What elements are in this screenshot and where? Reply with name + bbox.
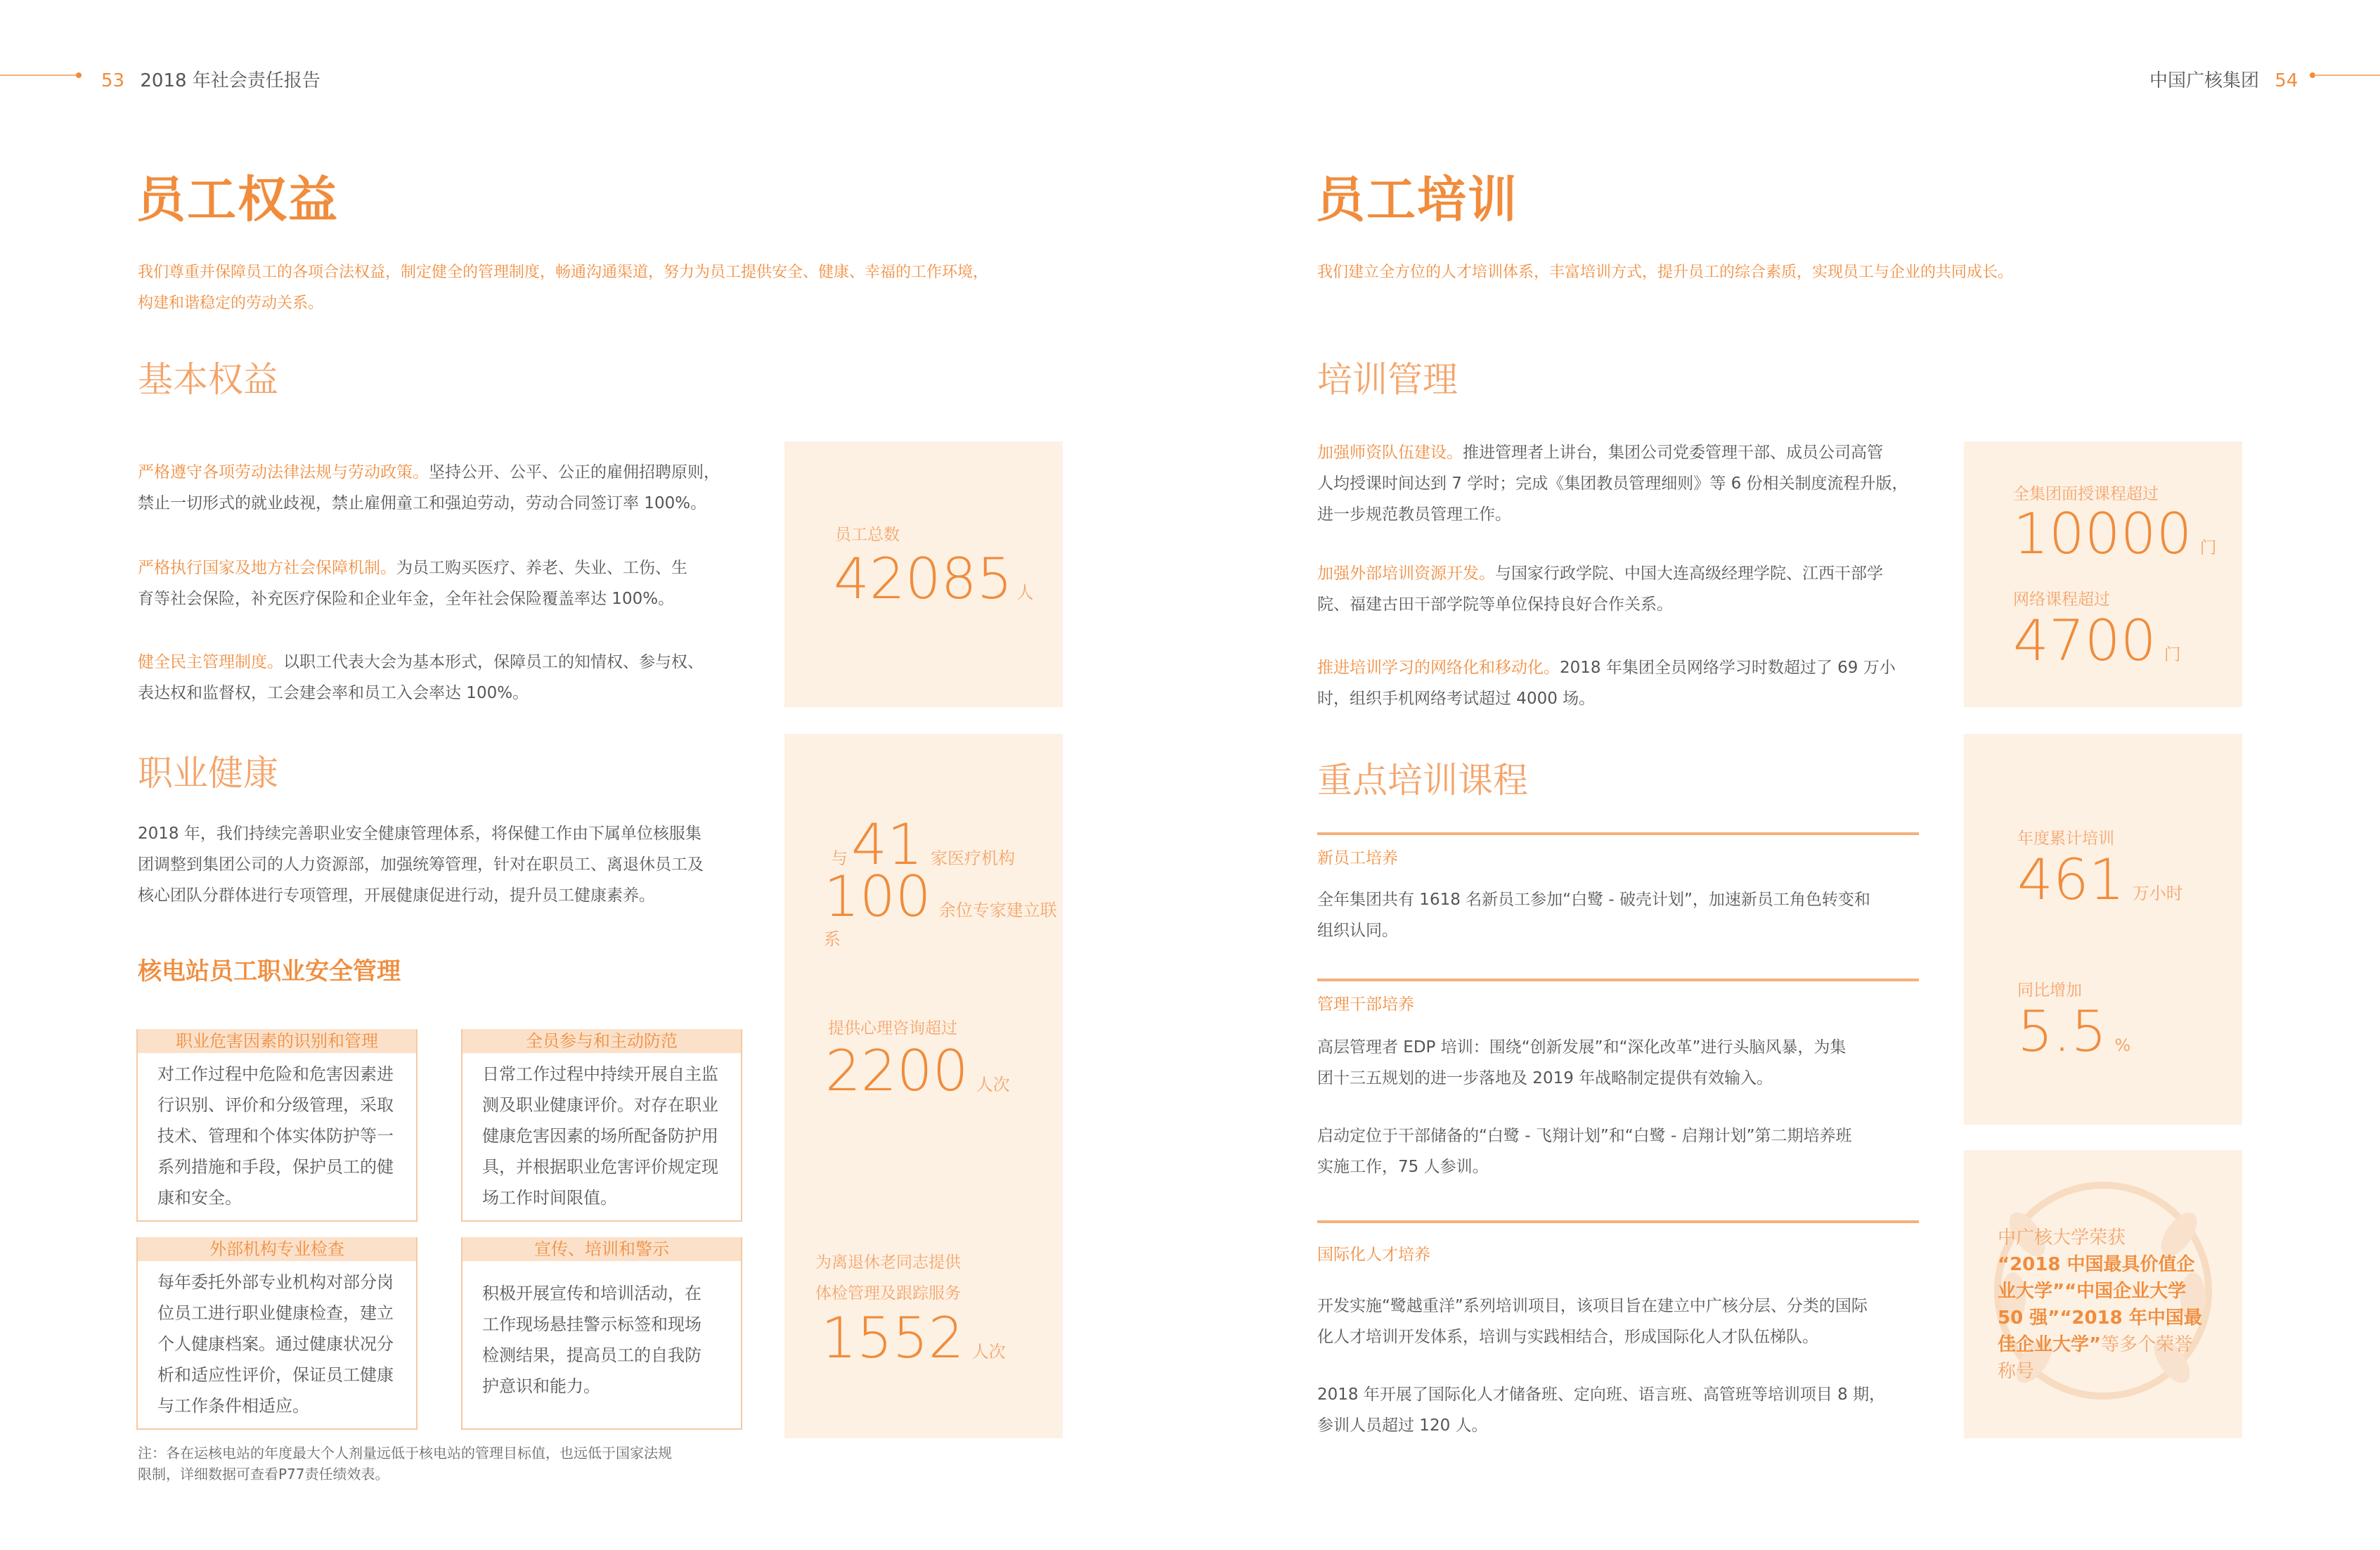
section-key-courses: 重点培训课程 <box>1317 760 1528 801</box>
stat-panel-health <box>784 734 1063 1438</box>
stat-classroom-courses: 10000 门 <box>2013 501 2217 567</box>
award-text: 中广核大学荣获 “2018 中国最具价值企 业大学”“中国企业大学 50 强”“2018 年中国最 佳企业大学”等多个荣誉 称号 <box>1998 1227 2202 1382</box>
footnote: 注：各在运核电站的年度最大个人剂量远低于核电站的管理目标值，也远低于国家法规 限制，详细数据可查看P77责任绩效表。 <box>138 1445 672 1483</box>
intro-left: 我们尊重并保障员工的各项合法权益，制定健全的管理制度，畅通沟通渠道，努力为员工提供安全、健康、幸福的工作环境， 构建和谐稳定的劳动关系。 <box>138 264 989 312</box>
paragraph-online-learning: 推进培训学习的网络化和移动化。2018 年集团全员网络学习时数超过了 69 万小 时，组织手机网络考试超过 4000 场。 <box>1317 659 1896 708</box>
paragraph-social-security: 严格执行国家及地方社会保障机制。为员工购买医疗、养老、失业、工伤、生 育等社会保险，补充医疗保险和企业年金，全年社会保险覆盖率达 100%。 <box>138 559 687 608</box>
stat-training-hours: 461 万小时 <box>2017 847 2183 912</box>
divider-new-employee <box>1317 832 1919 835</box>
stat-label-counseling: 提供心理咨询超过 <box>828 1019 957 1038</box>
stat-medical-institutions: 与 41 家医疗机构 <box>831 812 1015 877</box>
stat-label-retirees: 为离退休老同志提供 体检管理及跟踪服务 <box>815 1253 961 1303</box>
stat-growth: 5.5 % <box>2017 999 2131 1064</box>
page-title-left: 员工权益 <box>136 171 339 228</box>
header-right <box>2149 66 2308 92</box>
paragraph-labor-law: 严格遵守各项劳动法律法规与劳动政策。坚持公开、公平、公正的雇佣招聘原则， 禁止一切形式的就业歧视，禁止雇佣童工和强迫劳动，劳动合同签订率 100%。 <box>138 463 720 512</box>
heading-nuclear-safety: 核电站员工职业安全管理 <box>138 957 401 986</box>
paragraph-managers: 高层管理者 EDP 培训：围绕“创新发展”和“深化改革”进行头脑风暴，为集 团十三五规划的进一步落地及 2019 年战略制定提供有效输入。 启动定位于干部储备的“白鹭 - 飞翔计划”和“白鹭 - 启翔计划”第二期培养班 实施工作，75 人参训。 <box>1317 1038 1852 1176</box>
company-name: 中国广核集团 <box>2149 70 2260 91</box>
paragraph-teachers: 加强师资队伍建设。推进管理者上讲台，集团公司党委管理干部、成员公司高管 人均授课时间达到 7 学时；完成《集团教员管理细则》等 6 份相关制度流程升版， 进一步规范教员管理工作。 <box>1317 444 1908 524</box>
subheading-international: 国际化人才培养 <box>1317 1246 1430 1264</box>
paragraph-new-employee: 全年集团共有 1618 名新员工参加“白鹭 - 破壳计划”，加速新员工角色转变和 组织认同。 <box>1317 891 1870 940</box>
stat-retirees: 1552 人次 <box>821 1305 1006 1371</box>
subheading-managers: 管理干部培养 <box>1317 995 1414 1014</box>
subheading-new-employee: 新员工培养 <box>1317 849 1398 867</box>
stat-panel-courses <box>1964 441 2242 707</box>
section-training-management: 培训管理 <box>1317 359 1458 400</box>
divider-international <box>1317 1220 1919 1223</box>
stat-panel-employees <box>784 441 1063 707</box>
page-title-right: 员工培训 <box>1316 171 1518 228</box>
header-rule-left <box>0 75 77 76</box>
stat-label-classroom-courses: 全集团面授课程超过 <box>2013 485 2159 503</box>
header-left <box>91 66 321 92</box>
paragraph-democratic: 健全民主管理制度。以职工代表大会为基本形式，保障员工的知情权、参与权、 表达权和监督权，工会建会率和员工入会率达 100%。 <box>138 653 704 702</box>
intro-right: 我们建立全方位的人才培训体系，丰富培训方式，提升员工的综合素质，实现员工与企业的共同成长。 <box>1317 264 2014 281</box>
header-rule-right <box>2314 75 2380 76</box>
award-panel <box>1964 1150 2242 1438</box>
stat-panel-training-hours <box>1964 734 2242 1125</box>
stat-label-employees: 员工总数 <box>835 526 900 544</box>
stat-online-courses: 4700 门 <box>2013 608 2181 673</box>
stat-experts: 100 余位专家建立联系 <box>824 864 1057 949</box>
box-hazard-management: 职业危害因素的识别和管理 对工作过程中危险和危害因素进 行识别、评价和分级管理，采取 技术、管理和个体实体防护等一 系列措施和手段，保护员工的健 康和安全。 <box>136 1029 418 1222</box>
report-title: 2018 年社会责任报告 <box>140 70 321 91</box>
box-external-inspection: 外部机构专业检查 每年委托外部专业机构对部分岗 位员工进行职业健康检查，建立 个人健康档案。通过健康状况分 析和适应性评价，保证员工健康 与工作条件相适应。 <box>136 1237 418 1430</box>
paragraph-external-resources: 加强外部培训资源开发。与国家行政学院、中国大连高级经理学院、江西干部学 院、福建古田干部学院等单位保持良好合作关系。 <box>1317 564 1883 614</box>
box-training-warning: 宣传、培训和警示 积极开展宣传和培训活动，在 工作现场悬挂警示标签和现场 检测结果，提高员工的自我防 护意识和能力。 <box>461 1237 742 1430</box>
box-active-prevention: 全员参与和主动防范 日常工作过程中持续开展自主监 测及职业健康评价。对存在职业 健康危害因素的场所配备防护用 具，并根据职业危害评价规定现 场工作时间限值。 <box>461 1029 742 1222</box>
paragraph-international: 开发实施“鹭越重洋”系列培训项目，该项目旨在建立中广核分层、分类的国际 化人才培训开发体系，培训与实践相结合，形成国际化人才队伍梯队。 2018 年开展了国际化人才储备班、定向班、语言班、高管班等培训项目 8 期， 参训人员超过 120 人。 <box>1317 1297 1886 1435</box>
header-dot-left <box>76 72 82 78</box>
paragraph-health-system: 2018 年，我们持续完善职业安全健康管理体系，将保健工作由下属单位核服集 团调整到集团公司的人力资源部，加强统筹管理，针对在职员工、离退休员工及 核心团队分群体进行专项管理，开展健康促进行动，提升员工健康素养。 <box>138 825 704 905</box>
stat-value-employees: 42085 人 <box>834 546 1034 612</box>
divider-managers <box>1317 979 1919 981</box>
stat-label-online-courses: 网络课程超过 <box>2013 590 2110 609</box>
page-number-right: 54 <box>2275 70 2298 91</box>
page-number-left: 53 <box>101 70 125 91</box>
stat-label-growth: 同比增加 <box>2017 981 2082 1000</box>
section-basic-rights: 基本权益 <box>138 359 278 400</box>
stat-counseling: 2200 人次 <box>825 1038 1010 1104</box>
stat-label-training-hours: 年度累计培训 <box>2017 829 2114 848</box>
section-occupational-health: 职业健康 <box>138 753 278 794</box>
